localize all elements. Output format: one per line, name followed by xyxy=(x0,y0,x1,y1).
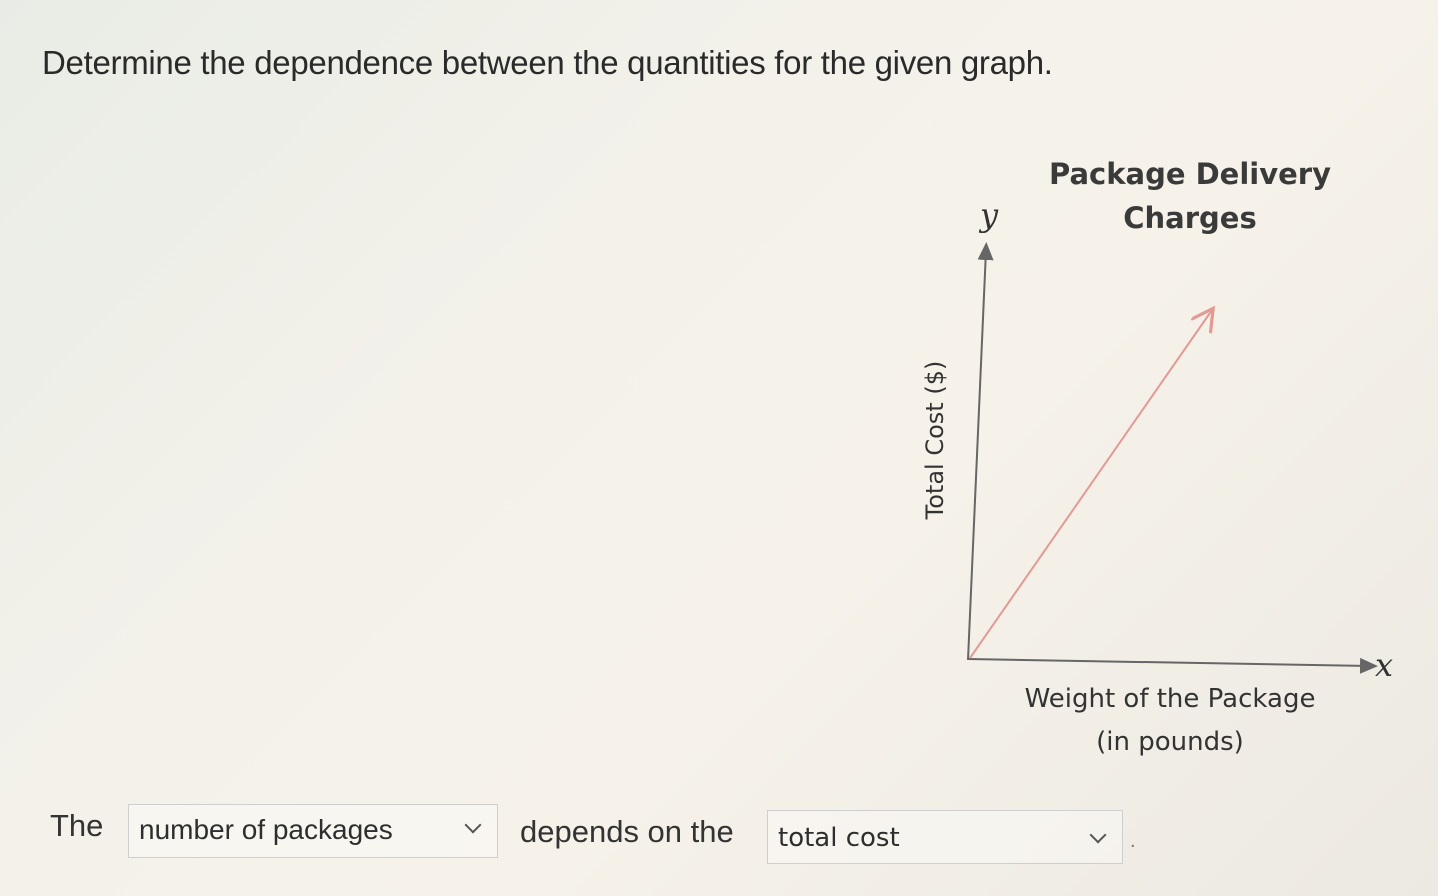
y-axis-label: Total Cost ($) xyxy=(921,360,949,520)
answer-prefix: The xyxy=(50,808,104,843)
answer-suffix: . xyxy=(1130,830,1136,852)
answer-sentence xyxy=(50,800,1250,860)
independent-quantity-dropdown[interactable] xyxy=(767,810,1123,864)
chevron-down-icon xyxy=(1090,827,1107,844)
series-layer xyxy=(970,310,1212,658)
chevron-down-icon xyxy=(465,817,482,834)
chart-title xyxy=(1020,152,1360,240)
chart-title-line-1: Package Delivery xyxy=(1048,157,1331,191)
independent-quantity-value: total cost xyxy=(778,823,900,853)
y-axis-line xyxy=(968,250,986,660)
dependent-quantity-dropdown[interactable] xyxy=(128,804,498,858)
chart-title-line-2: Charges xyxy=(1123,201,1257,235)
x-axis-label-line-2: (in pounds) xyxy=(1096,727,1244,757)
x-axis-line xyxy=(968,659,1370,666)
dependent-quantity-value: number of packages xyxy=(139,814,393,845)
x-axis-label-line-1: Weight of the Package xyxy=(1024,684,1316,714)
chart xyxy=(900,140,1400,780)
question-text: Determine the dependence between the quantities for the given graph. xyxy=(42,44,1053,81)
x-axis-letter: x xyxy=(1375,646,1394,684)
series-line-0 xyxy=(970,310,1212,658)
y-axis-letter: y xyxy=(980,196,999,234)
answer-middle: depends on the xyxy=(520,814,734,849)
x-axis-label xyxy=(990,678,1350,764)
